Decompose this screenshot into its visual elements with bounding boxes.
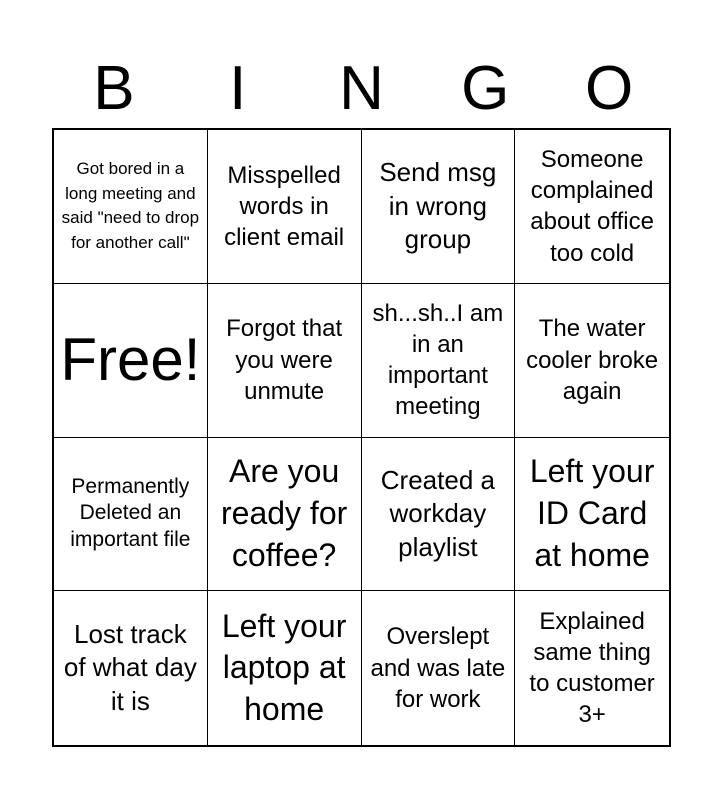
bingo-grid <box>52 128 671 747</box>
bingo-cell-r1c3[interactable]: Send msg in wrong group <box>362 130 516 284</box>
header-letter-o: O <box>584 54 634 123</box>
bingo-cell-r3c3[interactable]: Created a workday playlist <box>362 438 516 592</box>
header-letter-i: I <box>229 54 247 123</box>
bingo-cell-r4c4[interactable]: Explained same thing to customer 3+ <box>529 607 655 729</box>
bingo-cell-r2c4[interactable]: The water cooler broke again <box>515 284 669 438</box>
bingo-cell-r3c4[interactable]: Left your ID Card at home <box>515 438 669 592</box>
header-letter-g: G <box>461 54 510 123</box>
header-letter-b: B <box>93 54 135 123</box>
bingo-cell-r2c3[interactable]: sh...sh..I am in an important meeting <box>362 284 516 438</box>
bingo-header <box>52 50 671 128</box>
bingo-cell-r4c2[interactable]: Left your laptop at home <box>208 591 362 745</box>
bingo-cell-r3c1[interactable]: Permanently Deleted an important file <box>54 438 208 592</box>
bingo-cell-r1c2[interactable]: Misspelled words in client email <box>208 130 362 284</box>
bingo-cell-r1c1[interactable]: Got bored in a long meeting and said "need to drop for another call" <box>54 130 208 284</box>
bingo-cell-free[interactable]: Free! <box>54 284 208 438</box>
bingo-cell-r1c4[interactable]: Someone complained about office too cold <box>515 130 669 284</box>
bingo-cell-r4c3[interactable]: Overslept and was late for work <box>362 591 516 745</box>
bingo-cell-r4c1[interactable]: Lost track of what day it is <box>54 591 208 745</box>
bingo-cell-r3c2[interactable]: Are you ready for coffee? <box>208 438 362 592</box>
header-letter-n: N <box>339 54 384 123</box>
bingo-cell-r2c2[interactable]: Forgot that you were unmute <box>208 284 362 438</box>
